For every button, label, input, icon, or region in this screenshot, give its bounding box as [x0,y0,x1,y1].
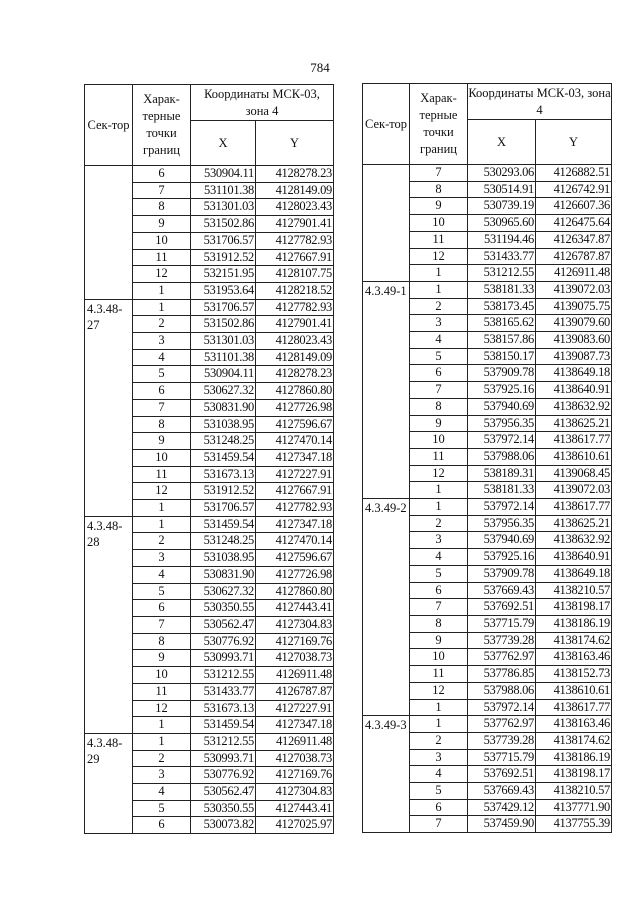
x-cell: 530739.19 [468,198,536,215]
header-x: X [468,120,536,165]
x-cell: 538181.33 [468,281,536,298]
table-row [85,733,334,750]
y-cell: 4127596.67 [256,550,334,567]
y-cell: 4126787.87 [256,683,334,700]
table-body-left [85,166,334,834]
x-cell: 537715.79 [468,749,536,766]
x-cell: 537956.35 [468,515,536,532]
point-cell: 8 [410,615,468,632]
point-cell: 2 [133,533,191,550]
x-cell: 530562.47 [191,616,256,633]
point-cell: 1 [133,500,191,517]
point-cell: 4 [410,549,468,566]
point-cell: 1 [410,499,468,516]
point-cell: 7 [410,599,468,616]
x-cell: 538157.86 [468,332,536,349]
y-cell: 4126911.48 [256,667,334,684]
point-cell: 3 [410,532,468,549]
x-cell: 531706.57 [191,232,256,249]
y-cell: 4138210.57 [536,582,612,599]
point-cell: 7 [410,816,468,833]
point-cell: 4 [410,766,468,783]
y-cell: 4139079.60 [536,315,612,332]
y-cell: 4127169.76 [256,767,334,784]
table-row [363,716,612,733]
x-cell: 531706.57 [191,500,256,517]
y-cell: 4127901.41 [256,316,334,333]
header-sector: Сек-тор [363,84,410,165]
x-cell: 537940.69 [468,398,536,415]
x-cell: 537739.28 [468,632,536,649]
sector-cell: 4.3.49-2 [363,499,410,716]
y-cell: 4127782.93 [256,232,334,249]
y-cell: 4138617.77 [536,432,612,449]
y-cell: 4138186.19 [536,615,612,632]
x-cell: 531673.13 [191,466,256,483]
x-cell: 530293.06 [468,165,536,182]
header-points: Харак-терные точки границ [133,85,191,166]
x-cell: 531301.03 [191,199,256,216]
y-cell: 4139072.03 [536,281,612,298]
x-cell: 531301.03 [191,333,256,350]
point-cell: 9 [410,632,468,649]
point-cell: 9 [410,198,468,215]
header-points: Харак-терные точки границ [410,84,468,165]
y-cell: 4138617.77 [536,499,612,516]
y-cell: 4127596.67 [256,416,334,433]
x-cell: 531212.55 [191,733,256,750]
point-cell: 4 [410,332,468,349]
y-cell: 4138610.61 [536,448,612,465]
y-cell: 4126607.36 [536,198,612,215]
y-cell: 4139087.73 [536,348,612,365]
x-cell: 537739.28 [468,732,536,749]
y-cell: 4128149.09 [256,182,334,199]
y-cell: 4126882.51 [536,165,612,182]
x-cell: 530776.92 [191,767,256,784]
point-cell: 6 [410,365,468,382]
x-cell: 537715.79 [468,615,536,632]
x-cell: 537762.97 [468,649,536,666]
y-cell: 4127901.41 [256,216,334,233]
x-cell: 537459.90 [468,816,536,833]
y-cell: 4126347.87 [536,231,612,248]
y-cell: 4138632.92 [536,532,612,549]
y-cell: 4128023.43 [256,333,334,350]
header-y: Y [536,120,612,165]
point-cell: 10 [133,232,191,249]
y-cell: 4127304.83 [256,784,334,801]
x-cell: 537669.43 [468,582,536,599]
y-cell: 4139083.60 [536,332,612,349]
sector-cell: 4.3.49-3 [363,716,410,833]
point-cell: 10 [410,432,468,449]
point-cell: 3 [133,333,191,350]
point-cell: 12 [133,700,191,717]
x-cell: 530627.32 [191,383,256,400]
point-cell: 2 [133,750,191,767]
table-row [363,499,612,516]
point-cell: 5 [133,366,191,383]
point-cell: 1 [410,265,468,282]
x-cell: 530904.11 [191,366,256,383]
point-cell: 1 [410,482,468,499]
x-cell: 530776.92 [191,633,256,650]
y-cell: 4127347.18 [256,449,334,466]
y-cell: 4128107.75 [256,266,334,283]
x-cell: 538189.31 [468,465,536,482]
point-cell: 1 [133,717,191,734]
point-cell: 3 [410,315,468,332]
y-cell: 4127726.98 [256,399,334,416]
y-cell: 4127304.83 [256,616,334,633]
point-cell: 4 [133,566,191,583]
point-cell: 12 [133,266,191,283]
point-cell: 11 [410,448,468,465]
x-cell: 531459.54 [191,717,256,734]
x-cell: 531212.55 [191,667,256,684]
x-cell: 538165.62 [468,315,536,332]
x-cell: 537925.16 [468,549,536,566]
header-sector: Сек-тор [85,85,133,166]
y-cell: 4127470.14 [256,433,334,450]
y-cell: 4127860.80 [256,383,334,400]
point-cell: 1 [410,281,468,298]
x-cell: 538150.17 [468,348,536,365]
header-y: Y [256,121,334,166]
y-cell: 4139068.45 [536,465,612,482]
point-cell: 10 [410,215,468,232]
y-cell: 4127347.18 [256,717,334,734]
y-cell: 4138617.77 [536,699,612,716]
point-cell: 8 [133,633,191,650]
y-cell: 4138632.92 [536,398,612,415]
x-cell: 531194.46 [468,231,536,248]
x-cell: 531502.86 [191,216,256,233]
y-cell: 4138640.91 [536,549,612,566]
point-cell: 6 [133,600,191,617]
y-cell: 4126475.64 [536,215,612,232]
x-cell: 530350.55 [191,800,256,817]
point-cell: 11 [133,683,191,700]
x-cell: 531459.54 [191,516,256,533]
x-cell: 531459.54 [191,449,256,466]
y-cell: 4126742.91 [536,181,612,198]
x-cell: 537429.12 [468,799,536,816]
x-cell: 531433.77 [191,683,256,700]
point-cell: 6 [133,817,191,834]
point-cell: 1 [133,733,191,750]
y-cell: 4138625.21 [536,415,612,432]
y-cell: 4138625.21 [536,515,612,532]
point-cell: 12 [133,483,191,500]
point-cell: 2 [410,298,468,315]
x-cell: 530993.71 [191,750,256,767]
x-cell: 531706.57 [191,299,256,316]
point-cell: 12 [410,682,468,699]
point-cell: 2 [410,515,468,532]
y-cell: 4127782.93 [256,500,334,517]
y-cell: 4138186.19 [536,749,612,766]
y-cell: 4127347.18 [256,516,334,533]
x-cell: 537972.14 [468,499,536,516]
x-cell: 537909.78 [468,565,536,582]
point-cell: 5 [410,565,468,582]
y-cell: 4127227.91 [256,466,334,483]
table-row [363,165,612,182]
y-cell: 4139072.03 [536,482,612,499]
y-cell: 4126911.48 [536,265,612,282]
y-cell: 4127860.80 [256,583,334,600]
x-cell: 537956.35 [468,415,536,432]
x-cell: 537786.85 [468,666,536,683]
x-cell: 531953.64 [191,282,256,299]
point-cell: 7 [410,165,468,182]
sector-cell: 4.3.48-27 [85,299,133,516]
x-cell: 530831.90 [191,566,256,583]
x-cell: 531912.52 [191,249,256,266]
sector-cell: 4.3.49-1 [363,281,410,498]
point-cell: 7 [133,616,191,633]
x-cell: 537909.78 [468,365,536,382]
x-cell: 531038.95 [191,550,256,567]
point-cell: 8 [133,199,191,216]
y-cell: 4127169.76 [256,633,334,650]
y-cell: 4138152.73 [536,666,612,683]
point-cell: 3 [133,550,191,567]
y-cell: 4128218.52 [256,282,334,299]
point-cell: 5 [410,348,468,365]
point-cell: 10 [410,649,468,666]
point-cell: 9 [133,650,191,667]
y-cell: 4138210.57 [536,783,612,800]
y-cell: 4127667.91 [256,483,334,500]
table-row [363,281,612,298]
point-cell: 6 [133,383,191,400]
coordinates-table-left [84,84,334,834]
y-cell: 4126911.48 [256,733,334,750]
y-cell: 4139075.75 [536,298,612,315]
x-cell: 537972.14 [468,432,536,449]
y-cell: 4126787.87 [536,248,612,265]
x-cell: 537762.97 [468,716,536,733]
point-cell: 12 [410,465,468,482]
y-cell: 4137755.39 [536,816,612,833]
y-cell: 4138640.91 [536,382,612,399]
y-cell: 4127782.93 [256,299,334,316]
table-row [85,516,334,533]
sector-cell [85,166,133,300]
y-cell: 4138174.62 [536,732,612,749]
x-cell: 530904.11 [191,166,256,183]
x-cell: 531038.95 [191,416,256,433]
x-cell: 537940.69 [468,532,536,549]
point-cell: 8 [133,416,191,433]
y-cell: 4128149.09 [256,349,334,366]
point-cell: 8 [410,398,468,415]
point-cell: 8 [410,181,468,198]
x-cell: 531433.77 [468,248,536,265]
y-cell: 4128023.43 [256,199,334,216]
point-cell: 9 [133,433,191,450]
x-cell: 530073.82 [191,817,256,834]
point-cell: 11 [133,249,191,266]
y-cell: 4127025.97 [256,817,334,834]
point-cell: 2 [410,732,468,749]
table-row [85,299,334,316]
y-cell: 4138163.46 [536,649,612,666]
x-cell: 530627.32 [191,583,256,600]
y-cell: 4138163.46 [536,716,612,733]
y-cell: 4138198.17 [536,766,612,783]
x-cell: 532151.95 [191,266,256,283]
x-cell: 537988.06 [468,682,536,699]
x-cell: 531502.86 [191,316,256,333]
y-cell: 4137771.90 [536,799,612,816]
x-cell: 537925.16 [468,382,536,399]
y-cell: 4127470.14 [256,533,334,550]
x-cell: 530965.60 [468,215,536,232]
x-cell: 530831.90 [191,399,256,416]
x-cell: 531248.25 [191,533,256,550]
point-cell: 7 [133,399,191,416]
y-cell: 4127038.73 [256,650,334,667]
x-cell: 537972.14 [468,699,536,716]
x-cell: 537988.06 [468,448,536,465]
y-cell: 4127227.91 [256,700,334,717]
x-cell: 531673.13 [191,700,256,717]
point-cell: 6 [410,799,468,816]
y-cell: 4138198.17 [536,599,612,616]
sector-cell [363,165,410,282]
x-cell: 531101.38 [191,349,256,366]
header-coords: Координаты МСК-03, зона 4 [468,84,612,120]
table-body-right [363,165,612,833]
x-cell: 537692.51 [468,766,536,783]
y-cell: 4138610.61 [536,682,612,699]
point-cell: 1 [410,716,468,733]
point-cell: 7 [410,382,468,399]
point-cell: 9 [133,216,191,233]
point-cell: 1 [133,516,191,533]
x-cell: 531912.52 [191,483,256,500]
point-cell: 6 [410,582,468,599]
point-cell: 4 [133,784,191,801]
point-cell: 10 [133,449,191,466]
y-cell: 4127443.41 [256,800,334,817]
point-cell: 10 [133,667,191,684]
table-row [85,166,334,183]
point-cell: 6 [133,166,191,183]
coordinates-table-right [362,83,612,833]
y-cell: 4128278.23 [256,166,334,183]
point-cell: 11 [133,466,191,483]
point-cell: 5 [133,800,191,817]
point-cell: 9 [410,415,468,432]
y-cell: 4127038.73 [256,750,334,767]
x-cell: 530350.55 [191,600,256,617]
y-cell: 4138174.62 [536,632,612,649]
x-cell: 530562.47 [191,784,256,801]
header-coords: Координаты МСК-03, зона 4 [191,85,334,121]
page-number: 784 [310,60,330,75]
sector-cell: 4.3.48-28 [85,516,133,733]
y-cell: 4127443.41 [256,600,334,617]
point-cell: 3 [133,767,191,784]
point-cell: 5 [133,583,191,600]
point-cell: 3 [410,749,468,766]
x-cell: 530514.91 [468,181,536,198]
y-cell: 4127667.91 [256,249,334,266]
point-cell: 2 [133,316,191,333]
point-cell: 1 [133,282,191,299]
x-cell: 537669.43 [468,783,536,800]
y-cell: 4138649.18 [536,365,612,382]
y-cell: 4128278.23 [256,366,334,383]
x-cell: 531248.25 [191,433,256,450]
point-cell: 11 [410,666,468,683]
x-cell: 531101.38 [191,182,256,199]
x-cell: 537692.51 [468,599,536,616]
x-cell: 531212.55 [468,265,536,282]
point-cell: 7 [133,182,191,199]
point-cell: 12 [410,248,468,265]
point-cell: 5 [410,783,468,800]
sector-cell: 4.3.48-29 [85,733,133,833]
y-cell: 4138649.18 [536,565,612,582]
point-cell: 1 [410,699,468,716]
x-cell: 538181.33 [468,482,536,499]
point-cell: 4 [133,349,191,366]
point-cell: 11 [410,231,468,248]
x-cell: 530993.71 [191,650,256,667]
y-cell: 4127726.98 [256,566,334,583]
x-cell: 538173.45 [468,298,536,315]
point-cell: 1 [133,299,191,316]
header-x: X [191,121,256,166]
